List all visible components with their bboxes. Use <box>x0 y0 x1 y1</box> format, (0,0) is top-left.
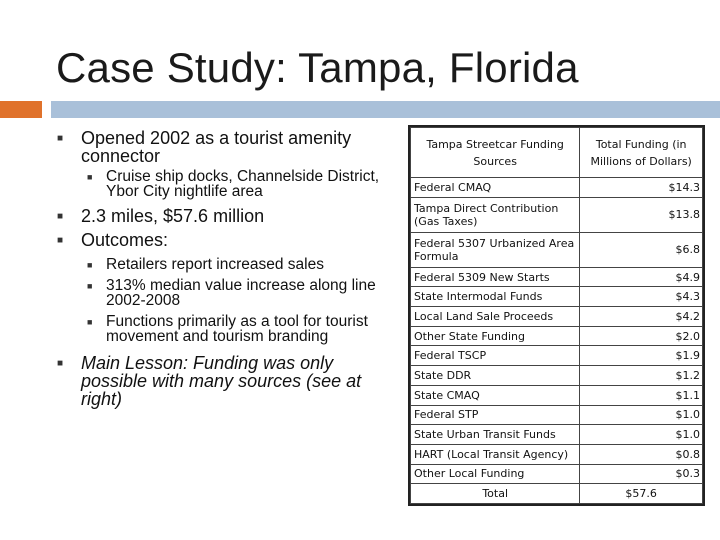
funding-source: Federal CMAQ <box>411 178 580 198</box>
table-row <box>411 425 703 445</box>
square-bullet-icon: ■ <box>57 235 64 246</box>
bullet-text: Functions primarily as a tool for tourist movement and tourism branding <box>106 313 368 345</box>
funding-amount: $14.3 <box>580 178 703 198</box>
funding-amount: $4.3 <box>580 287 703 307</box>
funding-source: Local Land Sale Proceeds <box>411 307 580 327</box>
table-row <box>411 326 703 346</box>
funding-source: Tampa Direct Contribution (Gas Taxes) <box>411 197 580 232</box>
funding-amount: $2.0 <box>580 326 703 346</box>
funding-source: Other State Funding <box>411 326 580 346</box>
table-row <box>411 385 703 405</box>
bullet-text: Retailers report increased sales <box>106 256 324 273</box>
total-amount: $57.6 <box>580 484 703 504</box>
table-row <box>411 267 703 287</box>
funding-source: Federal TSCP <box>411 346 580 366</box>
bullet-item <box>56 231 396 249</box>
bullet-text: 2.3 miles, $57.6 million <box>81 206 265 226</box>
accent-bar-blue <box>51 101 720 118</box>
sub-bullet-item <box>56 257 396 272</box>
slide-title: Case Study: Tampa, Florida <box>56 44 579 91</box>
bullet-text: Opened 2002 as a tourist amenity connector <box>81 128 352 166</box>
funding-amount: $4.2 <box>580 307 703 327</box>
table-row <box>411 178 703 198</box>
funding-source: HART (Local Transit Agency) <box>411 444 580 464</box>
table-row <box>411 405 703 425</box>
bullet-text: Main Lesson: Funding was only possible with many sources (see at right) <box>81 353 362 409</box>
table-header-source: Tampa Streetcar Funding Sources <box>411 128 580 178</box>
funding-amount: $4.9 <box>580 267 703 287</box>
accent-bar-orange <box>0 101 42 118</box>
sub-bullet-item <box>56 278 396 308</box>
funding-amount: $0.8 <box>580 444 703 464</box>
table-row <box>411 366 703 386</box>
funding-amount: $1.1 <box>580 385 703 405</box>
bullet-item <box>56 207 396 225</box>
table-total-row <box>411 484 703 504</box>
table-row <box>411 307 703 327</box>
funding-amount: $0.3 <box>580 464 703 484</box>
funding-amount: $1.2 <box>580 366 703 386</box>
funding-source: State Intermodal Funds <box>411 287 580 307</box>
table-row <box>411 287 703 307</box>
square-bullet-icon: ■ <box>87 172 93 182</box>
funding-amount: $1.0 <box>580 405 703 425</box>
bullet-item <box>56 129 396 165</box>
funding-amount: $6.8 <box>580 232 703 267</box>
funding-source: State Urban Transit Funds <box>411 425 580 445</box>
square-bullet-icon: ■ <box>57 358 64 369</box>
table-row <box>411 444 703 464</box>
bullet-list <box>56 129 396 412</box>
table-row <box>411 346 703 366</box>
total-label: Total <box>411 484 580 504</box>
funding-source: Federal 5309 New Starts <box>411 267 580 287</box>
funding-source: Other Local Funding <box>411 464 580 484</box>
funding-table <box>408 125 705 506</box>
funding-source: State DDR <box>411 366 580 386</box>
table-row <box>411 464 703 484</box>
square-bullet-icon: ■ <box>87 281 93 291</box>
table-row <box>411 197 703 232</box>
square-bullet-icon: ■ <box>87 260 93 270</box>
bullet-text: Cruise ship docks, Channelside District, Ybor City nightlife area <box>106 168 380 200</box>
square-bullet-icon: ■ <box>87 317 93 327</box>
funding-source: Federal STP <box>411 405 580 425</box>
funding-source: Federal 5307 Urbanized Area Formula <box>411 232 580 267</box>
bullet-text: Outcomes: <box>81 230 169 250</box>
sub-bullet-item <box>56 314 396 344</box>
funding-amount: $13.8 <box>580 197 703 232</box>
funding-amount: $1.9 <box>580 346 703 366</box>
square-bullet-icon: ■ <box>57 211 64 222</box>
square-bullet-icon: ■ <box>57 133 64 144</box>
sub-bullet-item <box>56 169 396 199</box>
funding-source: State CMAQ <box>411 385 580 405</box>
bullet-text: 313% median value increase along line 2002-2008 <box>106 277 376 309</box>
bullet-item <box>56 354 396 408</box>
table-header-amount: Total Funding (in Millions of Dollars) <box>580 128 703 178</box>
table-row <box>411 232 703 267</box>
funding-amount: $1.0 <box>580 425 703 445</box>
